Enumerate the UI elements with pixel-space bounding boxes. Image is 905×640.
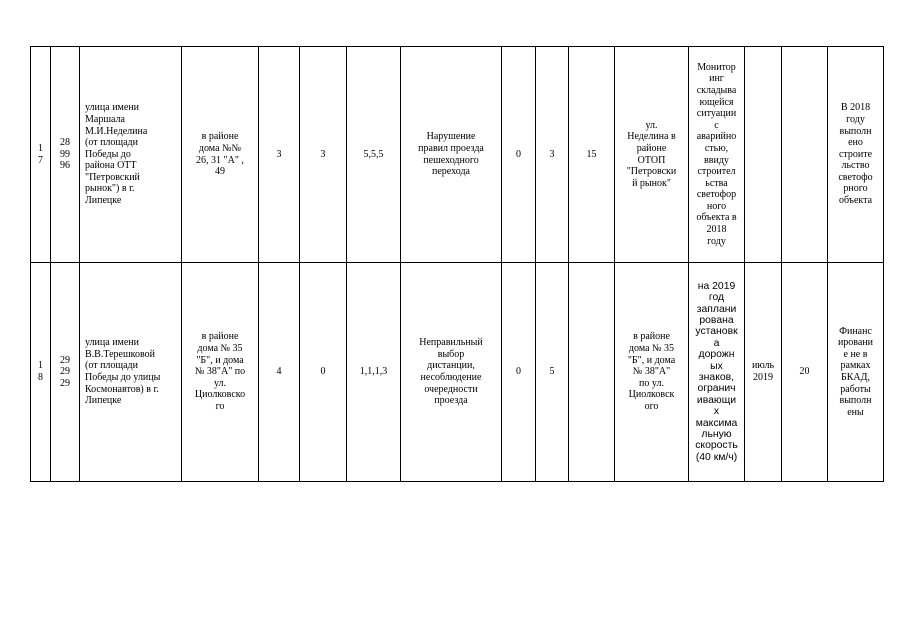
violation-codes: 5,5,5 [347,47,401,263]
result: В 2018 году выполн ено строите льство светофо рного объекта [828,47,884,263]
row-number: 1 8 [31,263,51,482]
street-name: улица имени Маршала М.И.Неделина (от площади Победы до района ОТТ "Петровский рынок") в г. Липецке [80,47,182,263]
location: в районе дома № 35 "Б", и дома № 38"А" по ул. Циолковско го [182,263,259,482]
count: 20 [782,263,828,482]
measures: на 2019 год заплани рована установк а дорожн ых знаков, огранич ивающи х максима льную скорость (40 км/ч) [689,263,745,482]
deadline: июль 2019 [745,263,782,482]
value-4: 5 [536,263,569,482]
violation-codes: 1,1,1,3 [347,263,401,482]
measures: Монитор инг складыва ющейся ситуации с аварийно стью, ввиду строител ьства светофор ного объекта в 2018 году [689,47,745,263]
value-5 [569,263,615,482]
result: Финанс ировани е не в рамках БКАД, работы выполн ены [828,263,884,482]
location: в районе дома №№ 26, 31 "А" , 49 [182,47,259,263]
value-2: 3 [300,47,347,263]
location-2: в районе дома № 35 "Б", и дома № 38"А" по ул. Циолковск ого [615,263,689,482]
location-2: ул. Неделина в районе ОТОП "Петровски й рынок" [615,47,689,263]
count [782,47,828,263]
value-4: 3 [536,47,569,263]
value-3: 0 [502,47,536,263]
value-1: 4 [259,263,300,482]
value-2: 0 [300,263,347,482]
violation-type: Неправильный выбор дистанции, несоблюдение очередности проезда [401,263,502,482]
table-row [31,47,884,263]
street-name: улица имени В.В.Терешковой (от площади Победы до улицы Космонавтов) в г. Липецке [80,263,182,482]
value-1: 3 [259,47,300,263]
value-3: 0 [502,263,536,482]
deadline [745,47,782,263]
report-table [30,46,884,482]
road-code: 29 29 29 [51,263,80,482]
violation-type: Нарушение правил проезда пешеходного перехода [401,47,502,263]
value-5: 15 [569,47,615,263]
road-code: 28 99 96 [51,47,80,263]
row-number: 1 7 [31,47,51,263]
table-row [31,263,884,482]
